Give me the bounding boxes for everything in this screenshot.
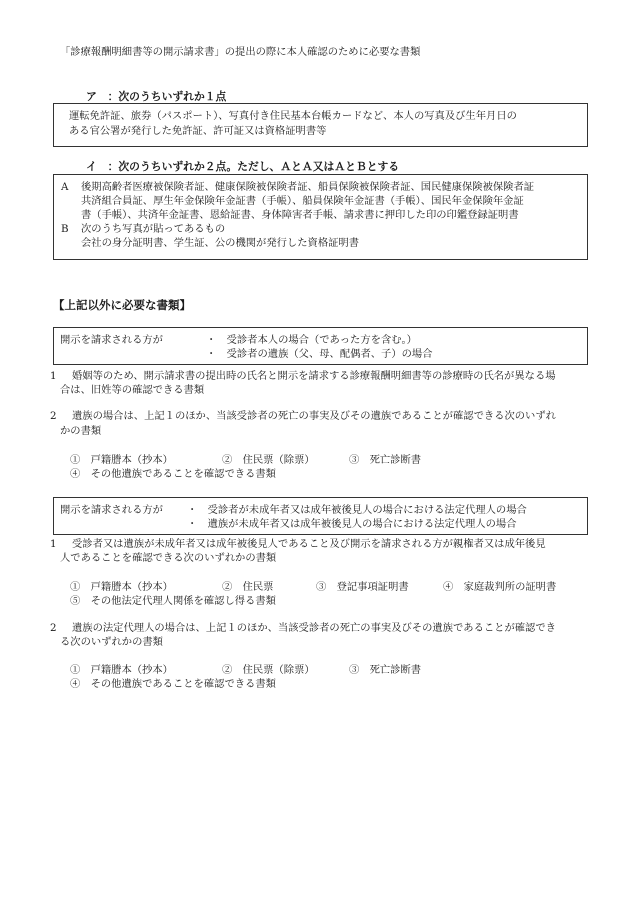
section-a-box <box>53 103 588 147</box>
section-a-line: ある官公署が発行した免許証、許可証又は資格証明書等 <box>69 125 327 137</box>
case2-bullet: ・ 受診者が未成年者又は成年被後見人の場合における法定代理人の場合 <box>187 504 527 516</box>
case1-doc: ① 戸籍謄本（抄本） <box>70 454 173 466</box>
item-marker-b: B <box>61 223 69 235</box>
item-a-line: 書（手帳）、共済年金証書、恩給証書、身体障害者手帳、請求書に押印した印の印鑑登録証明書 <box>81 209 519 221</box>
case2-item1-num: 1 <box>50 538 57 550</box>
case2-doc: ⑤ その他法定代理人関係を確認し得る書類 <box>70 595 276 607</box>
case2-doc: ④ その他遺族であることを確認できる書類 <box>70 678 276 690</box>
section-i-box <box>53 174 588 260</box>
case1-bullet: ・ 受診者本人の場合（であった方を含む。） <box>206 334 417 346</box>
case1-doc: ④ その他遺族であることを確認できる書類 <box>70 468 276 480</box>
case2-bullet: ・ 遺族が未成年者又は成年被後見人の場合における法定代理人の場合 <box>187 518 517 530</box>
case1-item2-num: 2 <box>50 410 57 422</box>
page-title: 「診療報酬明細書等の開示請求書」の提出の際に本人確認のために必要な書類 <box>60 46 421 58</box>
case1-doc: ③ 死亡診断書 <box>349 454 422 466</box>
case2-doc: ③ 登記事項証明書 <box>316 581 409 593</box>
case1-item1-line: 合は、旧姓等の確認できる書類 <box>60 384 205 396</box>
case2-item1-line: 受診者又は遺族が未成年者又は成年被後見人であること及び開示を請求される方が親権者又は成年後見 <box>72 538 546 550</box>
case2-item1-line: 人であることを確認できる次のいずれかの書類 <box>60 552 277 564</box>
section-i-heading: イ ：次のうちいずれか２点。ただし、ＡとＡ又はＡとＢとする <box>86 160 400 173</box>
case2-item2-line: 遺族の法定代理人の場合は、上記１のほか、当該受診者の死亡の事実及びその遺族であることが確認でき <box>72 622 556 634</box>
other-docs-heading: 【上記以外に必要な書類】 <box>53 298 191 312</box>
item-b-line: 次のうち写真が貼ってあるもの <box>81 223 226 235</box>
item-a-line: 後期高齢者医療被保険者証、健康保険被保険者証、船員保険被保険者証、国民健康保険被保険者証 <box>81 181 535 193</box>
case2-doc: ② 住民票 <box>222 581 274 593</box>
item-b-line: 会社の身分証明書、学生証、公の機関が発行した資格証明書 <box>81 237 360 249</box>
case1-bullet: ・ 受診者の遺族（父、母、配偶者、子）の場合 <box>206 348 433 360</box>
item-marker-a: A <box>61 181 69 193</box>
case1-item1-num: 1 <box>50 370 57 382</box>
case2-doc: ① 戸籍謄本（抄本） <box>70 581 173 593</box>
case2-doc: ③ 死亡診断書 <box>349 664 422 676</box>
case2-box <box>53 497 588 535</box>
case2-doc: ② 住民票（除票） <box>222 664 315 676</box>
case2-label: 開示を請求される方が <box>60 504 163 516</box>
case2-doc: ④ 家庭裁判所の証明書 <box>443 581 557 593</box>
case2-doc: ① 戸籍謄本（抄本） <box>70 664 173 676</box>
case1-label: 開示を請求される方が <box>60 334 163 346</box>
case1-item2-line: 遺族の場合は、上記１のほか、当該受診者の死亡の事実及びその遺族であることが確認できる次のいずれ <box>72 410 556 422</box>
case2-item2-line: る次のいずれかの書類 <box>60 636 163 648</box>
case1-item1-line: 婚姻等のため、開示請求書の提出時の氏名と開示を請求する診療報酬明細書等の診療時の氏名が異なる場 <box>72 370 556 382</box>
case2-item2-num: 2 <box>50 622 57 634</box>
section-a-heading: ア ：次のうちいずれか１点 <box>86 90 227 103</box>
item-a-line: 共済組合員証、厚生年金保険年金証書（手帳）、船員保険年金証書（手帳）、国民年金保険年金証 <box>81 195 524 207</box>
section-a-line: 運転免許証、旅券（パスポート）、写真付き住民基本台帳カードなど、本人の写真及び生年月日の <box>69 110 517 122</box>
case1-item2-line: かの書類 <box>60 425 102 437</box>
case1-box <box>53 327 588 365</box>
case1-doc: ② 住民票（除票） <box>222 454 315 466</box>
